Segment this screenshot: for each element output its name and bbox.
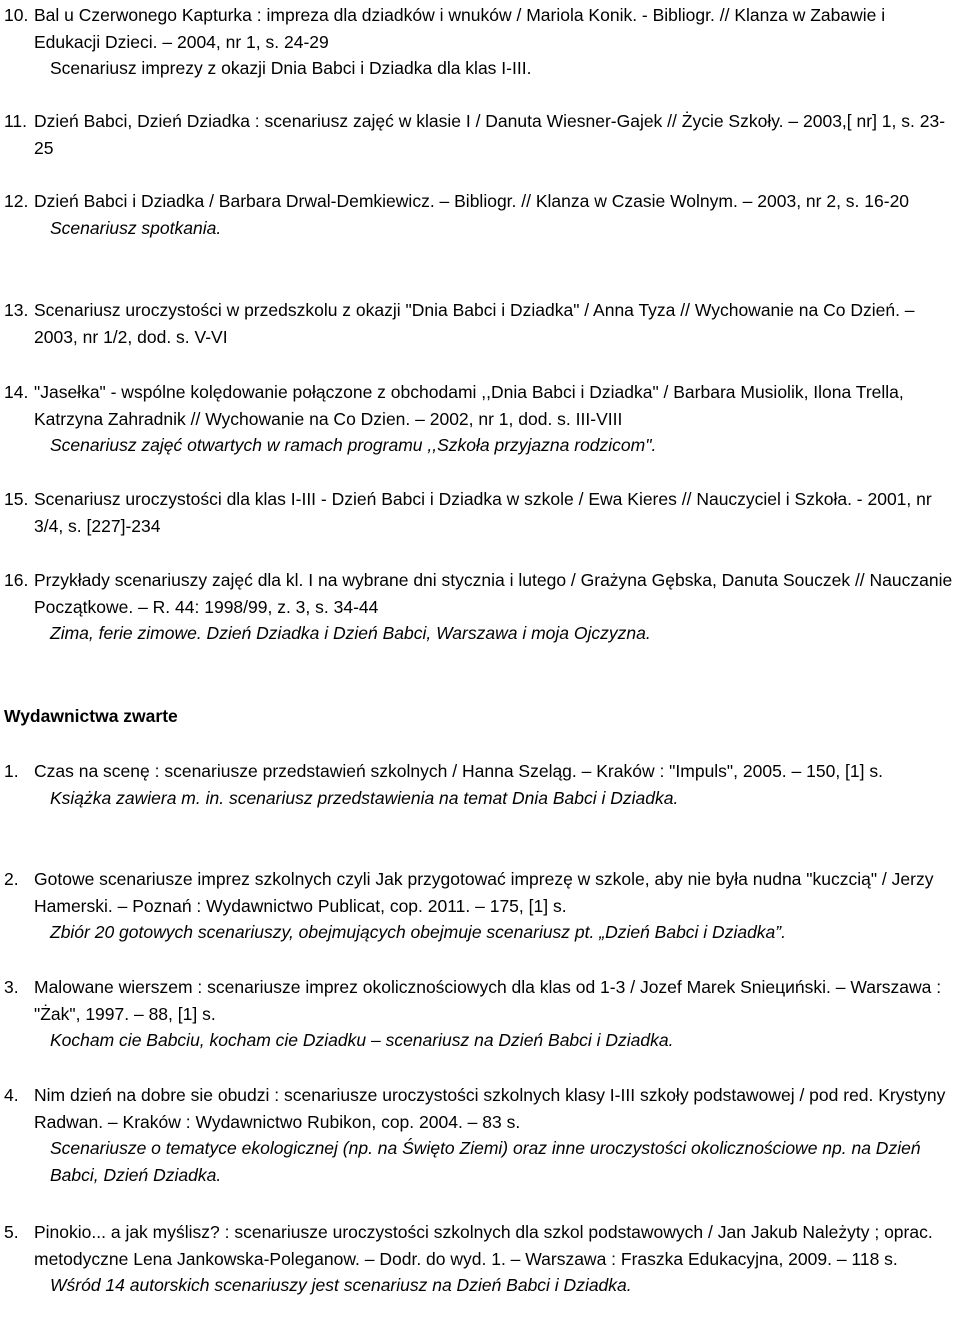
- entry-13: [4, 297, 956, 350]
- entry-note: Scenariusz spotkania.: [50, 217, 222, 238]
- entry-number: 16.: [4, 570, 29, 590]
- entry-number: 12.: [4, 191, 29, 211]
- entry-10: [4, 2, 956, 82]
- entry-number: 4.: [4, 1085, 19, 1105]
- entry-citation: Pinokio... a jak myślisz? : scenariusze uroczystości szkolnych dla szkol podstawowych / Jan Jakub Należyty ; oprac. metodyczne Lena Jankowska-Poleganow. – Dodr. do wyd. 1. – Warszawa : Fraszka Edukacyjna, 2009. – 118 s.: [34, 1222, 933, 1269]
- entry-citation: Czas na scenę : scenariusze przedstawień szkolnych / Hanna Szeląg. – Kraków : "Impuls", 2005. – 150, [1] s.: [34, 761, 883, 781]
- entry-citation: Nim dzień na dobre sie obudzi : scenariusze uroczystości szkolnych klasy I-III szkoły podstawowej / pod red. Krystyny Radwan. – Kraków : Wydawnictwo Rubikon, cop. 2004. – 83 s.: [34, 1085, 946, 1132]
- entry-number: 13.: [4, 300, 29, 320]
- entry-note: Scenariusz imprezy z okazji Dnia Babci i Dziadka dla klas I-III.: [50, 58, 532, 78]
- section-heading: Wydawnictwa zwarte: [4, 706, 178, 726]
- book-2: [4, 866, 956, 946]
- entry-note: Scenariusze o tematyce ekologicznej (np. na Święto Ziemi) oraz inne uroczystości okolicznościowe np. na Dzień Babci, Dzień Dziadka.: [50, 1138, 921, 1185]
- entry-number: 15.: [4, 489, 29, 509]
- entry-number: 10.: [4, 5, 29, 25]
- entry-number: 11.: [4, 111, 28, 131]
- book-4: [4, 1082, 956, 1188]
- entry-note: Zbiór 20 gotowych scenariuszy, obejmujących obejmuje scenariusz pt. „Dzień Babci i Dziadka”.: [50, 922, 786, 942]
- entry-note: Książka zawiera m. in. scenariusz przedstawienia na temat Dnia Babci i Dziadka.: [50, 787, 679, 808]
- entry-citation: Malowane wierszem : scenariusze imprez okolicznościowych dla klas od 1-3 / Jozef Marek Sniециński. – Warszawa : "Żak", 1997. – 88, [1] s.: [34, 977, 942, 1024]
- entry-number: 1.: [4, 761, 19, 781]
- entry-note: Scenariusz zajęć otwartych w ramach programu ,,Szkoła przyjazna rodzicom".: [50, 435, 657, 455]
- entry-note: Zima, ferie zimowe. Dzień Dziadka i Dzień Babci, Warszawa i moja Ojczyzna.: [50, 623, 651, 643]
- book-3: [4, 974, 956, 1054]
- entry-number: 14.: [4, 382, 29, 402]
- entry-citation: Dzień Babci, Dzień Dziadka : scenariusz zajęć w klasie I / Danuta Wiesner-Gajek // Życie Szkoły. – 2003,[ nr] 1, s. 23-25: [34, 111, 946, 158]
- entry-11: [4, 108, 956, 161]
- entry-16: [4, 567, 956, 647]
- entry-number: 5.: [4, 1222, 19, 1242]
- entry-citation: Scenariusz uroczystości w przedszkolu z okazji "Dnia Babci i Dziadka" / Anna Tyza // Wychowanie na Co Dzień. – 2003, nr 1/2, dod. s. V-VI: [34, 300, 915, 347]
- book-1: [4, 758, 956, 811]
- entry-citation: Dzień Babci i Dziadka / Barbara Drwal-Demkiewicz. – Bibliogr. // Klanza w Czasie Wolnym. – 2003, nr 2, s. 16-20: [34, 191, 910, 211]
- entry-note: Kocham cie Babciu, kocham cie Dziadku – scenariusz na Dzień Babci i Dziadka.: [50, 1030, 674, 1050]
- entry-note: Wśród 14 autorskich scenariuszy jest scenariusz na Dzień Babci i Dziadka.: [50, 1275, 632, 1295]
- entry-12: [4, 188, 956, 241]
- entry-15: [4, 486, 956, 539]
- entry-number: 2.: [4, 869, 19, 889]
- entry-citation: Gotowe scenariusze imprez szkolnych czyli Jak przygotować imprezę w szkole, aby nie była nudna "kuczcią" / Jerzy Hamerski. – Poznań : Wydawnictwo Publicat, cop. 2011. – 175, [1] s.: [34, 869, 934, 916]
- entry-citation: Przykłady scenariuszy zajęć dla kl. I na wybrane dni stycznia i lutego / Grażyna Gębska, Danuta Souczek // Nauczanie Początkowe. – R. 44: 1998/99, z. 3, s. 34-44: [34, 570, 953, 617]
- entry-14: [4, 379, 956, 459]
- entry-citation: "Jasełka" - wspólne kolędowanie połączone z obchodami ,,Dnia Babci i Dziadka" / Barbara Musiolik, Ilona Trella, Katrzyna Zahradnik // Wychowanie na Co Dzien. – 2002, nr 1, dod. s. III-VIII: [34, 382, 904, 429]
- entry-citation: Scenariusz uroczystości dla klas I-III - Dzień Babci i Dziadka w szkole / Ewa Kieres // Nauczyciel i Szkoła. - 2001, nr 3/4, s. [227]-234: [34, 489, 932, 536]
- book-5: [4, 1219, 956, 1299]
- entry-citation: Bal u Czerwonego Kapturka : impreza dla dziadków i wnuków / Mariola Konik. - Bibliogr. // Klanza w Zabawie i Edukacji Dzieci. – 2004, nr 1, s. 24-29: [34, 5, 886, 52]
- entry-number: 3.: [4, 977, 19, 997]
